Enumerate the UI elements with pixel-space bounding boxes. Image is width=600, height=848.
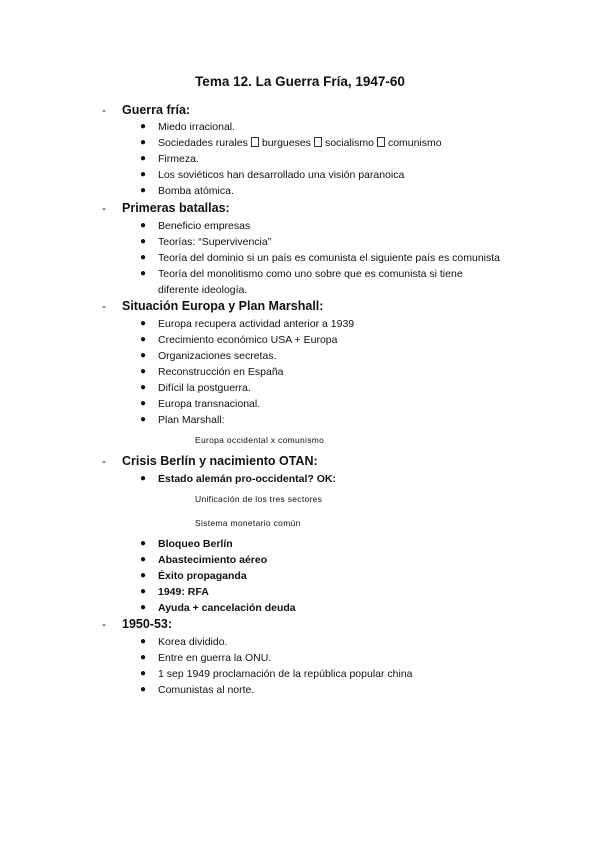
missing-glyph-icon (377, 137, 385, 147)
list-item: 1 sep 1949 proclamación de la república popular china (158, 668, 413, 680)
list-item: Estado alemán pro-occidental? OK: (158, 473, 336, 485)
bullet-icon: ● (140, 137, 147, 148)
list-item: Ayuda + cancelación deuda (158, 602, 296, 614)
bullet-icon: ● (140, 414, 147, 425)
dash-marker: - (102, 103, 106, 117)
bullet-icon: ● (140, 586, 147, 597)
list-item: Teoría del monolitismo como uno sobre que es comunista si tiene (158, 268, 463, 280)
bullet-icon: ● (140, 538, 147, 549)
list-item: Los soviéticos han desarrollado una visión paranoica (158, 169, 405, 181)
dash-marker: - (102, 299, 106, 313)
list-item-part: Sociedades rurales (158, 137, 248, 149)
list-item: Comunistas al norte. (158, 684, 255, 696)
list-item: Teoría del dominio si un país es comunista el siguiente país es comunista (158, 252, 501, 264)
bullet-icon: ● (140, 366, 147, 377)
list-item: Firmeza. (158, 153, 199, 165)
bullet-icon: ● (140, 602, 147, 613)
missing-glyph-icon (314, 137, 322, 147)
bullet-icon: ● (140, 554, 147, 565)
list-item: Difícil la postguerra. (158, 382, 251, 394)
sub-list-item: Sistema monetario común (195, 518, 301, 528)
bullet-icon: ● (140, 121, 147, 132)
list-item: Entre en guerra la ONU. (158, 652, 272, 664)
bullet-icon: ● (140, 473, 147, 484)
section-heading: 1950-53: (122, 617, 173, 631)
list-item-part: burgueses (261, 137, 311, 149)
list-item: Éxito propaganda (158, 570, 247, 582)
list-item: Beneficio empresas (158, 220, 251, 232)
section-heading: Crisis Berlín y nacimiento OTAN: (122, 454, 318, 468)
bullet-icon: ● (140, 220, 147, 231)
list-item: 1949: RFA (158, 586, 209, 598)
bullet-icon: ● (140, 398, 147, 409)
list-item: Europa transnacional. (158, 398, 261, 410)
list-item: Miedo irracional. (158, 121, 236, 133)
missing-glyph-icon (251, 137, 259, 147)
section-heading: Situación Europa y Plan Marshall: (122, 299, 324, 313)
bullet-icon: ● (140, 185, 147, 196)
dash-marker: - (102, 454, 106, 468)
bullet-icon: ● (140, 236, 147, 247)
bullet-icon: ● (140, 668, 147, 679)
bullet-icon: ● (140, 252, 147, 263)
dash-marker: - (102, 201, 106, 215)
list-item-continuation: diferente ideología. (158, 284, 248, 296)
section-heading: Guerra fría: (122, 103, 191, 117)
bullet-icon: ● (140, 153, 147, 164)
bullet-icon: ● (140, 652, 147, 663)
bullet-icon: ● (140, 636, 147, 647)
list-item: Bomba atómica. (158, 185, 234, 197)
bullet-icon: ● (140, 268, 147, 279)
bullet-icon: ● (140, 318, 147, 329)
list-item-part: comunismo (387, 137, 442, 149)
dash-marker: - (102, 617, 106, 631)
sub-list-item: Unificación de los tres sectores (195, 494, 323, 504)
list-item (158, 135, 442, 151)
list-item: Organizaciones secretas. (158, 350, 277, 362)
list-item: Abastecimiento aéreo (158, 554, 268, 566)
list-item: Plan Marshall: (158, 414, 225, 426)
list-item: Reconstrucción en España (158, 366, 284, 378)
list-item: Europa recupera actividad anterior a 1939 (158, 318, 355, 330)
bullet-icon: ● (140, 350, 147, 361)
bullet-icon: ● (140, 382, 147, 393)
bullet-icon: ● (140, 684, 147, 695)
section-heading: Primeras batallas: (122, 201, 230, 215)
bullet-icon: ● (140, 570, 147, 581)
list-item: Teorías: “Supervivencia” (158, 236, 272, 248)
sub-list-item: Europa occidental x comunismo (195, 435, 325, 445)
page-title: Tema 12. La Guerra Fría, 1947-60 (195, 74, 405, 89)
bullet-icon: ● (140, 169, 147, 180)
list-item: Korea dividido. (158, 636, 228, 648)
bullet-icon: ● (140, 334, 147, 345)
list-item-part: socialismo (324, 137, 374, 149)
list-item: Bloqueo Berlín (158, 538, 233, 550)
list-item: Crecimiento económico USA + Europa (158, 334, 338, 346)
